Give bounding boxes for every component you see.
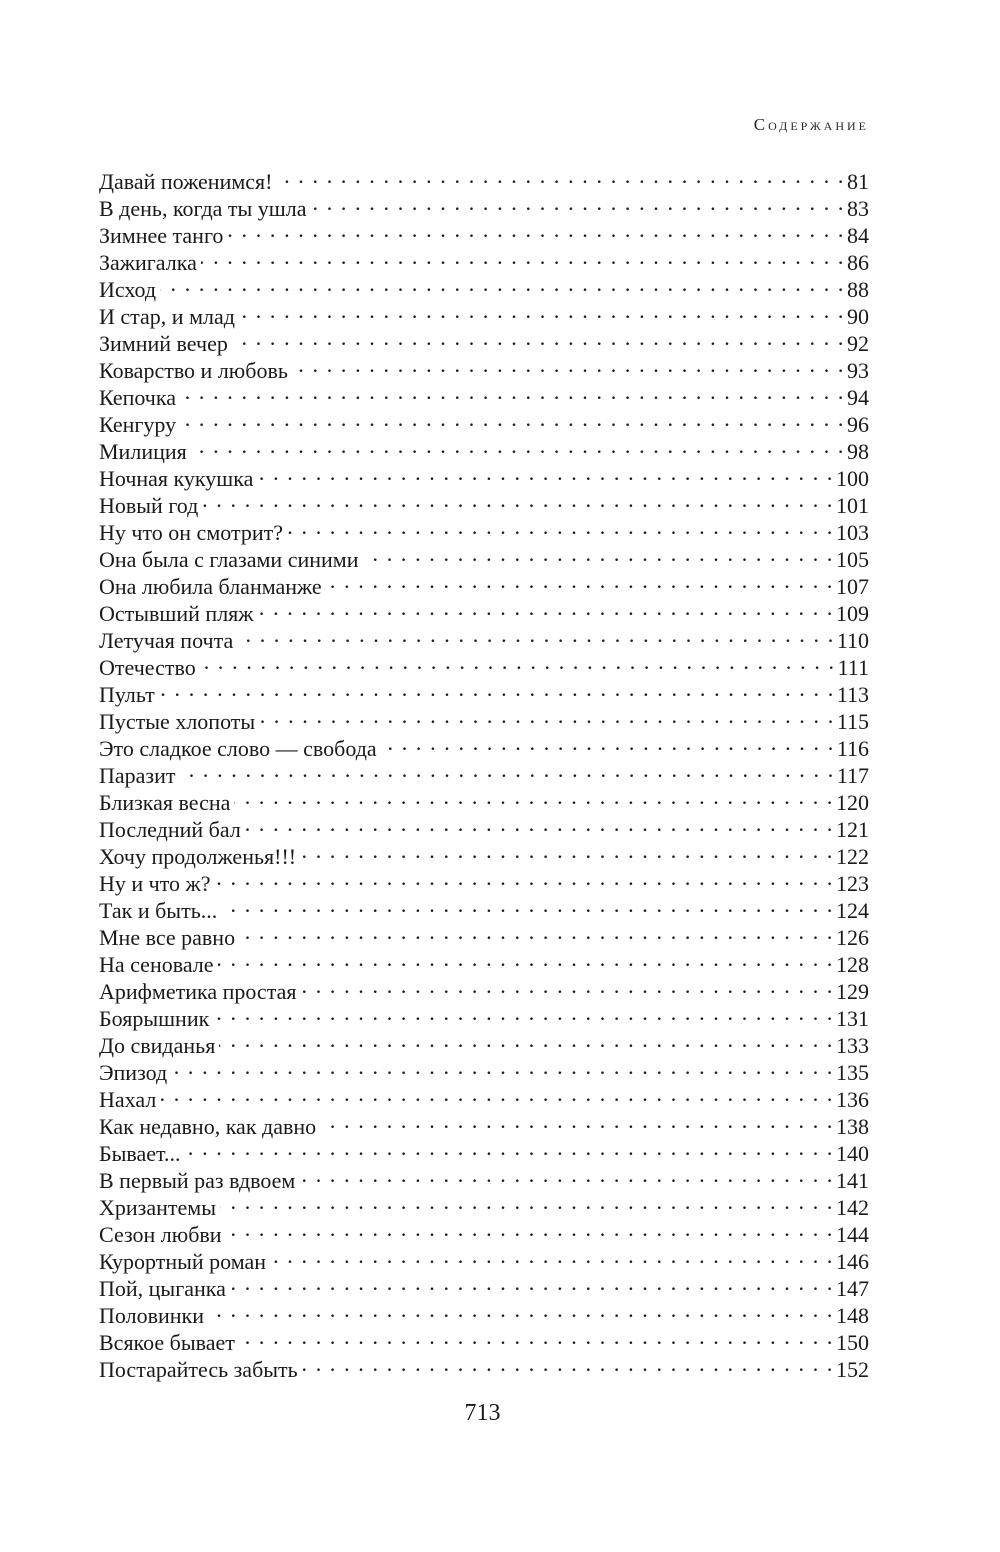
toc-entry-page: 128: [836, 952, 869, 977]
toc-entry-title: Половинки: [99, 1303, 204, 1328]
dot-leader: [310, 189, 845, 216]
toc-entry-page: 110: [836, 628, 869, 653]
dot-leader: [239, 918, 834, 945]
dot-leader: [234, 783, 834, 810]
toc-entry-title: Кепочка: [99, 385, 176, 410]
toc-entry-title: Она была с глазами синими: [99, 547, 359, 572]
toc-entry-title: Боярышник: [99, 1006, 210, 1031]
dot-leader: [220, 1188, 834, 1215]
toc-entry-page: 135: [836, 1060, 869, 1085]
toc-entry: [99, 162, 869, 194]
toc-entry-title: Эпизод: [99, 1060, 168, 1085]
toc-entry-page: 93: [847, 358, 869, 383]
toc-entry-page: 117: [836, 763, 869, 788]
toc-entry-title: Отечество: [99, 655, 196, 680]
toc-entry-page: 109: [836, 601, 869, 626]
dot-leader: [320, 1107, 834, 1134]
toc-entry-page: 136: [836, 1087, 869, 1112]
dot-leader: [180, 756, 835, 783]
toc-entry-page: 92: [847, 331, 869, 356]
toc-entry-title: Постарайтесь забыть: [99, 1357, 298, 1382]
toc-entry: [99, 1080, 869, 1112]
toc-entry-page: 116: [836, 736, 869, 761]
toc-entry-page: 133: [836, 1033, 869, 1058]
toc-entry-page: 83: [847, 196, 869, 221]
dot-leader: [159, 675, 835, 702]
toc-entry-page: 123: [836, 871, 869, 896]
dot-leader: [221, 891, 834, 918]
dot-leader: [300, 972, 834, 999]
dot-leader: [191, 432, 845, 459]
dot-leader: [326, 567, 834, 594]
toc-entry: [99, 675, 869, 707]
toc-entry: [99, 513, 869, 545]
dot-leader: [227, 216, 845, 243]
dot-leader: [219, 1026, 834, 1053]
toc-entry-title: Ну и что ж?: [99, 871, 211, 896]
toc-entry-page: 86: [847, 250, 869, 275]
dot-leader: [218, 945, 834, 972]
toc-entry: [99, 486, 869, 518]
toc-entry-page: 147: [836, 1276, 869, 1301]
dot-leader: [230, 1269, 834, 1296]
toc-entry-title: Исход: [99, 277, 157, 302]
running-head-title: Содержание: [753, 115, 869, 134]
toc-entry-page: 140: [836, 1141, 869, 1166]
dot-leader: [259, 702, 835, 729]
toc-entry-page: 150: [836, 1330, 869, 1355]
dot-leader: [208, 1296, 834, 1323]
toc-entry-title: Ну что он смотрит?: [99, 520, 283, 545]
toc-entry-page: 120: [836, 790, 869, 815]
toc-entry: [99, 1134, 869, 1166]
toc-entry-page: 84: [847, 223, 869, 248]
dot-leader: [180, 378, 845, 405]
dot-leader: [277, 162, 846, 189]
toc-entry-title: И стар, и млад: [99, 304, 235, 329]
toc-entry-title: Бывает...: [99, 1141, 181, 1166]
toc-entry-title: Так и быть...: [99, 898, 218, 923]
toc-entry-title: Ночная кукушка: [99, 466, 254, 491]
toc-entry: [99, 378, 869, 410]
toc-entry-title: Мне все равно: [99, 925, 236, 950]
dot-leader: [302, 1350, 834, 1377]
dot-leader: [245, 810, 834, 837]
toc-entry-title: Близкая весна: [99, 790, 231, 815]
toc-entry-page: 88: [847, 277, 869, 302]
toc-entry-page: 148: [836, 1303, 869, 1328]
dot-leader: [257, 459, 834, 486]
toc-entry: [99, 1107, 869, 1139]
toc-entry-title: Летучая почта: [99, 628, 234, 653]
toc-entry-page: 113: [836, 682, 869, 707]
dot-leader: [213, 999, 834, 1026]
toc-entry-page: 98: [847, 439, 869, 464]
dot-leader: [160, 270, 845, 297]
toc-entry-title: Кенгуру: [99, 412, 177, 437]
toc-entry-title: Пустые хлопоты: [99, 709, 256, 734]
toc-entry-title: Остывший пляж: [99, 601, 254, 626]
dot-leader: [292, 351, 845, 378]
toc-entry-page: 96: [847, 412, 869, 437]
toc-entry-title: В день, когда ты ушла: [99, 196, 307, 221]
toc-entry-title: Нахал: [99, 1087, 157, 1112]
toc-entry-page: 94: [847, 385, 869, 410]
toc-entry: [99, 1053, 869, 1085]
dot-leader: [171, 1053, 834, 1080]
dot-leader: [363, 540, 835, 567]
toc-entry-page: 124: [836, 898, 869, 923]
toc-entry: [99, 783, 869, 815]
dot-leader: [299, 1161, 834, 1188]
dot-leader: [270, 1242, 834, 1269]
dot-leader: [215, 864, 834, 891]
dot-leader: [237, 621, 835, 648]
toc-entry-page: 122: [836, 844, 869, 869]
toc-entry-page: 107: [836, 574, 869, 599]
toc-entry-page: 142: [836, 1195, 869, 1220]
dot-leader: [160, 1080, 834, 1107]
toc-entry-page: 105: [836, 547, 869, 572]
toc-entry-page: 141: [836, 1168, 869, 1193]
toc-entry: [99, 459, 869, 491]
toc-entry-title: Коварство и любовь: [99, 358, 288, 383]
toc-entry-title: До свиданья: [99, 1033, 216, 1058]
toc-entry-page: 81: [847, 169, 869, 194]
toc-entry: [99, 999, 869, 1031]
toc-entry: [99, 864, 869, 896]
dot-leader: [202, 486, 834, 513]
toc-entry-page: 121: [836, 817, 869, 842]
toc-entry: [99, 243, 869, 275]
toc-entry-title: Давай поженимся!: [99, 169, 273, 194]
dot-leader: [185, 1134, 834, 1161]
dot-leader: [180, 405, 845, 432]
toc-entry-page: 90: [847, 304, 869, 329]
dot-leader: [226, 1215, 834, 1242]
dot-leader: [300, 837, 834, 864]
toc-entry: [99, 432, 869, 464]
toc-entry-title: На сеновале: [99, 952, 214, 977]
toc-entry: [99, 702, 869, 734]
toc-entry: [99, 756, 869, 788]
table-of-contents: [99, 162, 869, 1382]
dot-leader: [239, 1323, 834, 1350]
toc-entry: [99, 1026, 869, 1058]
toc-entry-page: 146: [836, 1249, 869, 1274]
page-number: 713: [464, 1400, 501, 1426]
toc-entry-title: Сезон любви: [99, 1222, 222, 1247]
toc-entry-page: 144: [836, 1222, 869, 1247]
toc-entry-title: Хочу продолженья!!!: [99, 844, 297, 869]
toc-entry-title: Последний бал: [99, 817, 241, 842]
toc-entry-title: Милиция: [99, 439, 187, 464]
toc-entry: [99, 1296, 869, 1328]
toc-entry: [99, 648, 869, 680]
dot-leader: [201, 243, 845, 270]
toc-entry-title: Паразит: [99, 763, 176, 788]
toc-entry-title: Зимнее танго: [99, 223, 224, 248]
toc-entry-title: Зажигалка: [99, 250, 197, 275]
toc-entry-title: Как недавно, как давно: [99, 1114, 317, 1139]
toc-entry-page: 100: [836, 466, 869, 491]
toc-entry: [99, 1161, 869, 1193]
toc-entry-title: В первый раз вдвоем: [99, 1168, 296, 1193]
toc-entry-title: Всякое бывает: [99, 1330, 235, 1355]
toc-entry-page: 152: [836, 1357, 869, 1382]
toc-entry-title: Арифметика простая: [99, 979, 297, 1004]
toc-entry-title: Пой, цыганка: [99, 1276, 226, 1301]
toc-entry-page: 131: [836, 1006, 869, 1031]
dot-leader: [232, 324, 845, 351]
dot-leader: [287, 513, 834, 540]
toc-entry-page: 103: [836, 520, 869, 545]
toc-entry-title: Курортный роман: [99, 1249, 267, 1274]
dot-leader: [239, 297, 845, 324]
toc-entry-title: Это сладкое слово — свобода: [99, 736, 377, 761]
toc-entry-title: Новый год: [99, 493, 199, 518]
toc-entry: [99, 405, 869, 437]
toc-entry: [99, 1323, 869, 1355]
toc-entry-page: 126: [836, 925, 869, 950]
toc-entry-page: 115: [836, 709, 869, 734]
dot-leader: [258, 594, 835, 621]
toc-entry-page: 138: [836, 1114, 869, 1139]
toc-entry-title: Хризантемы: [99, 1195, 216, 1220]
toc-entry-page: 129: [836, 979, 869, 1004]
toc-entry-title: Пульт: [99, 682, 155, 707]
toc-entry: [99, 270, 869, 302]
toc-entry-page: 111: [837, 655, 869, 680]
dot-leader: [200, 648, 836, 675]
toc-entry-title: Она любила бланманже: [99, 574, 322, 599]
toc-entry: [99, 297, 869, 329]
dot-leader: [381, 729, 835, 756]
toc-entry-page: 101: [836, 493, 869, 518]
toc-entry-title: Зимний вечер: [99, 331, 228, 356]
